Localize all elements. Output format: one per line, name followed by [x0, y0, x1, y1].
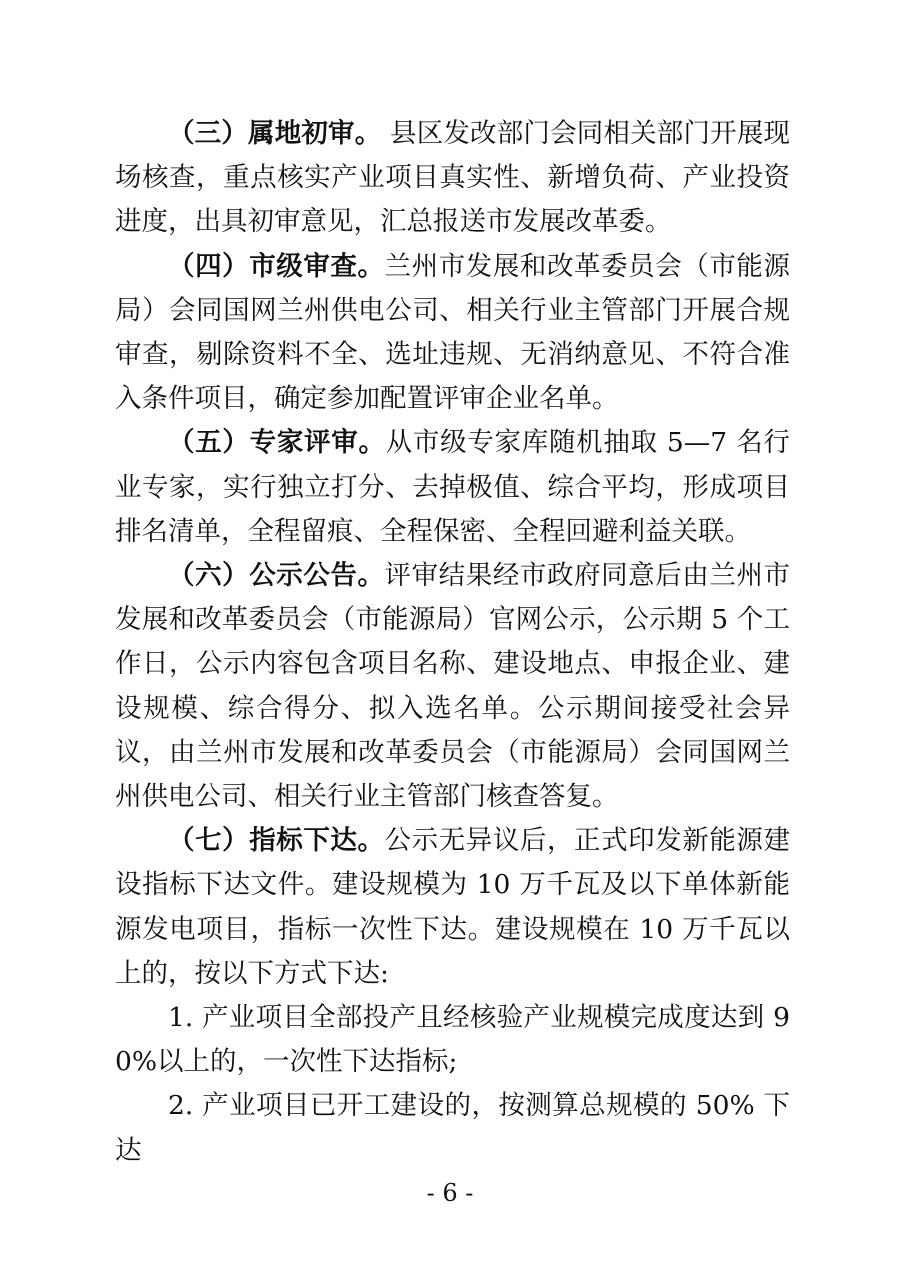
- document-body: [115, 112, 790, 1173]
- section-body-3: 县区发改部门会同相关部门开展现场核查，重点核实产业项目真实性、新增负荷、产业投资进度，出具初审意见，汇总报送市发展改革委。: [115, 118, 790, 238]
- section-paragraph-6: [115, 554, 790, 819]
- section-paragraph-4: [115, 245, 790, 422]
- section-body-6: 评审结果经市政府同意后由兰州市发展和改革委员会（市能源局）官网公示，公示期 5 个工作日，公示内容包含项目名称、建设地点、申报企业、建设规模、综合得分、拟入选名单。公示期间接受社会异议，由兰州市发展和改革委员会（市能源局）会同国网兰州供电公司、相关行业主管部门核查答复。: [115, 560, 791, 813]
- section-body-5: 从市级专家库随机抽取 5—7 名行业专家，实行独立打分、去掉极值、综合平均，形成项目排名清单，全程留痕、全程保密、全程回避利益关联。: [115, 427, 790, 547]
- section-heading-5: （五）专家评审。: [168, 427, 386, 459]
- section-body-7: 公示无异议后，正式印发新能源建设指标下达文件。建设规模为 10 万千瓦及以下单体新能源发电项目，指标一次性下达。建设规模在 10 万千瓦以上的，按以下方式下达:: [115, 825, 791, 989]
- page-number: - 6 -: [426, 1179, 474, 1207]
- section-heading-3: （三）属地初审。: [168, 118, 382, 149]
- section-paragraph-5: [115, 421, 790, 554]
- section-paragraph-3: [115, 112, 790, 245]
- list-item-1: 1. 产业项目全部投产且经核验产业规模完成度达到 90%以上的，一次性下达指标;: [115, 1002, 790, 1078]
- section-paragraph-7: [115, 819, 790, 996]
- list-item-2: 2. 产业项目已开工建设的，按测算总规模的 50% 下达: [115, 1090, 790, 1166]
- section-body-4: 兰州市发展和改革委员会（市能源局）会同国网兰州供电公司、相关行业主管部门开展合规审查，剔除资料不全、选址违规、无消纳意见、不符合准入条件项目，确定参加配置评审企业名单。: [115, 250, 791, 415]
- section-heading-4: （四）市级审查。: [168, 250, 385, 282]
- section-heading-6: （六）公示公告。: [168, 560, 385, 592]
- section-heading-7: （七）指标下达。: [168, 825, 385, 857]
